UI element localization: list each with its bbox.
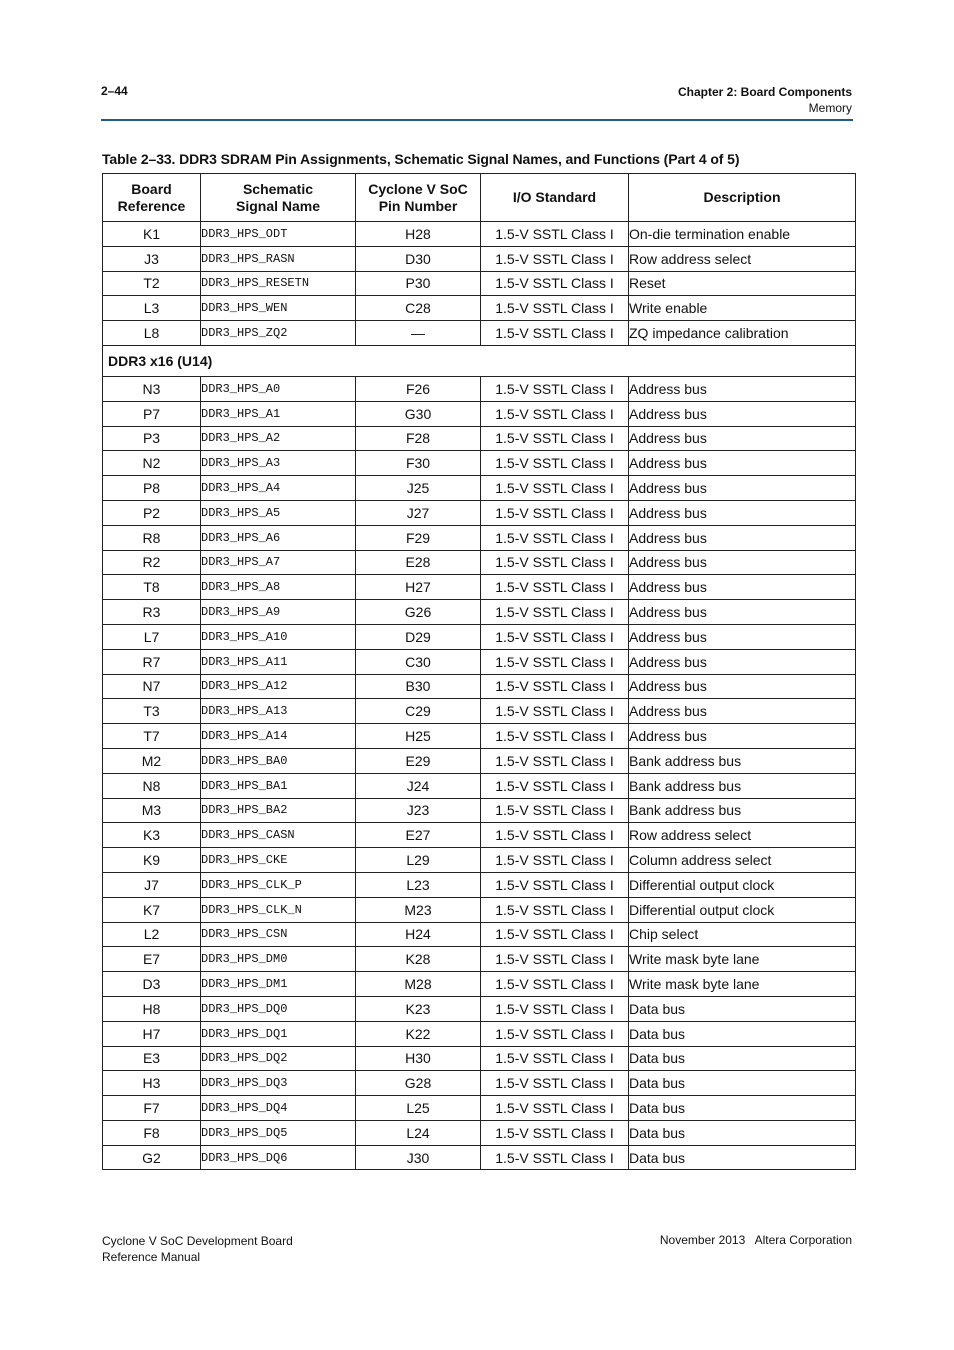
- cell-pin-number: F29: [356, 525, 481, 550]
- table-row: [103, 798, 856, 823]
- cell-io-standard: 1.5-V SSTL Class I: [481, 972, 629, 997]
- table-row: [103, 426, 856, 451]
- table-row: [103, 748, 856, 773]
- cell-io-standard: 1.5-V SSTL Class I: [481, 296, 629, 321]
- cell-signal-name: DDR3_HPS_DM0: [201, 947, 356, 972]
- cell-io-standard: 1.5-V SSTL Class I: [481, 699, 629, 724]
- cell-description: Address bus: [629, 624, 856, 649]
- column-header-line: Reference: [117, 197, 186, 214]
- footer-doc-title-line: Cyclone V SoC Development Board: [102, 1234, 293, 1248]
- cell-board-reference: T2: [103, 271, 201, 296]
- cell-board-reference: E3: [103, 1046, 201, 1071]
- cell-description: Data bus: [629, 1021, 856, 1046]
- table-row: [103, 724, 856, 749]
- table-row: [103, 1046, 856, 1071]
- header-rule: [101, 119, 853, 121]
- table-body-group: [103, 376, 856, 1170]
- cell-pin-number: G26: [356, 600, 481, 625]
- cell-io-standard: 1.5-V SSTL Class I: [481, 1071, 629, 1096]
- cell-board-reference: P3: [103, 426, 201, 451]
- column-header-signal-name: [201, 174, 356, 222]
- cell-signal-name: DDR3_HPS_BA2: [201, 798, 356, 823]
- cell-pin-number: H30: [356, 1046, 481, 1071]
- cell-board-reference: H7: [103, 1021, 201, 1046]
- cell-io-standard: 1.5-V SSTL Class I: [481, 600, 629, 625]
- cell-pin-number: J30: [356, 1145, 481, 1170]
- cell-pin-number: P30: [356, 271, 481, 296]
- cell-description: Address bus: [629, 376, 856, 401]
- cell-pin-number: L25: [356, 1096, 481, 1121]
- cell-pin-number: F30: [356, 451, 481, 476]
- cell-description: Write enable: [629, 296, 856, 321]
- cell-board-reference: N3: [103, 376, 201, 401]
- cell-signal-name: DDR3_HPS_CKE: [201, 848, 356, 873]
- footer-doc-title-line: Reference Manual: [102, 1250, 201, 1264]
- cell-description: Data bus: [629, 1071, 856, 1096]
- table-row: [103, 1021, 856, 1046]
- column-header-line: Schematic: [242, 180, 314, 197]
- cell-board-reference: P7: [103, 401, 201, 426]
- cell-board-reference: R7: [103, 649, 201, 674]
- cell-pin-number: H27: [356, 575, 481, 600]
- table-row: [103, 451, 856, 476]
- pin-assignment-table: [102, 173, 856, 1170]
- table-row: [103, 674, 856, 699]
- cell-pin-number: M23: [356, 897, 481, 922]
- group-label: DDR3 x16 (U14): [103, 345, 856, 376]
- cell-signal-name: DDR3_HPS_RESETN: [201, 271, 356, 296]
- cell-board-reference: P8: [103, 476, 201, 501]
- cell-io-standard: 1.5-V SSTL Class I: [481, 1096, 629, 1121]
- table-row: [103, 1096, 856, 1121]
- cell-description: Address bus: [629, 674, 856, 699]
- cell-io-standard: 1.5-V SSTL Class I: [481, 550, 629, 575]
- table-row: [103, 1120, 856, 1145]
- cell-io-standard: 1.5-V SSTL Class I: [481, 426, 629, 451]
- cell-description: Write mask byte lane: [629, 972, 856, 997]
- cell-signal-name: DDR3_HPS_A14: [201, 724, 356, 749]
- cell-io-standard: 1.5-V SSTL Class I: [481, 897, 629, 922]
- table-row: [103, 699, 856, 724]
- cell-pin-number: D29: [356, 624, 481, 649]
- cell-pin-number: C30: [356, 649, 481, 674]
- cell-description: Address bus: [629, 724, 856, 749]
- table-row: [103, 600, 856, 625]
- cell-board-reference: N2: [103, 451, 201, 476]
- column-header-description: Description: [629, 174, 856, 222]
- cell-signal-name: DDR3_HPS_A8: [201, 575, 356, 600]
- cell-io-standard: 1.5-V SSTL Class I: [481, 773, 629, 798]
- cell-board-reference: N8: [103, 773, 201, 798]
- cell-board-reference: F8: [103, 1120, 201, 1145]
- table-caption: Table 2–33. DDR3 SDRAM Pin Assignments, Schematic Signal Names, and Functions (Part 4 of 5): [102, 151, 740, 167]
- cell-io-standard: 1.5-V SSTL Class I: [481, 848, 629, 873]
- cell-pin-number: L29: [356, 848, 481, 873]
- cell-description: Row address select: [629, 246, 856, 271]
- cell-signal-name: DDR3_HPS_ODT: [201, 222, 356, 247]
- cell-signal-name: DDR3_HPS_A3: [201, 451, 356, 476]
- cell-pin-number: L24: [356, 1120, 481, 1145]
- column-header-pin-number: [356, 174, 481, 222]
- cell-signal-name: DDR3_HPS_DM1: [201, 972, 356, 997]
- cell-signal-name: DDR3_HPS_A4: [201, 476, 356, 501]
- cell-io-standard: 1.5-V SSTL Class I: [481, 222, 629, 247]
- cell-board-reference: M3: [103, 798, 201, 823]
- cell-description: Address bus: [629, 600, 856, 625]
- cell-description: Bank address bus: [629, 798, 856, 823]
- cell-io-standard: 1.5-V SSTL Class I: [481, 1021, 629, 1046]
- cell-io-standard: 1.5-V SSTL Class I: [481, 823, 629, 848]
- cell-pin-number: F26: [356, 376, 481, 401]
- table-row: [103, 550, 856, 575]
- cell-pin-number: J27: [356, 500, 481, 525]
- cell-description: Row address select: [629, 823, 856, 848]
- table-row: [103, 296, 856, 321]
- cell-board-reference: G2: [103, 1145, 201, 1170]
- cell-signal-name: DDR3_HPS_BA1: [201, 773, 356, 798]
- cell-board-reference: P2: [103, 500, 201, 525]
- cell-signal-name: DDR3_HPS_WEN: [201, 296, 356, 321]
- cell-pin-number: C28: [356, 296, 481, 321]
- column-header-board-reference: [103, 174, 201, 222]
- cell-description: Reset: [629, 271, 856, 296]
- table-row: [103, 525, 856, 550]
- cell-board-reference: H3: [103, 1071, 201, 1096]
- table-row: [103, 271, 856, 296]
- cell-signal-name: DDR3_HPS_A13: [201, 699, 356, 724]
- page-number: 2–44: [101, 84, 128, 98]
- table-row: [103, 222, 856, 247]
- cell-description: Chip select: [629, 922, 856, 947]
- table-row: [103, 649, 856, 674]
- cell-signal-name: DDR3_HPS_A9: [201, 600, 356, 625]
- cell-signal-name: DDR3_HPS_CASN: [201, 823, 356, 848]
- cell-description: Address bus: [629, 649, 856, 674]
- table-row: [103, 624, 856, 649]
- cell-description: Address bus: [629, 500, 856, 525]
- table-row: [103, 996, 856, 1021]
- cell-description: Address bus: [629, 476, 856, 501]
- cell-description: Address bus: [629, 451, 856, 476]
- cell-io-standard: 1.5-V SSTL Class I: [481, 624, 629, 649]
- group-header-row: [103, 345, 856, 376]
- cell-pin-number: K28: [356, 947, 481, 972]
- cell-pin-number: E28: [356, 550, 481, 575]
- cell-description: Address bus: [629, 401, 856, 426]
- column-header-line: Cyclone V SoC: [368, 180, 468, 197]
- table-row: [103, 872, 856, 897]
- cell-pin-number: K22: [356, 1021, 481, 1046]
- cell-pin-number: G30: [356, 401, 481, 426]
- cell-description: On-die termination enable: [629, 222, 856, 247]
- section-title: Memory: [808, 101, 852, 115]
- column-header-line: Signal Name: [235, 197, 321, 214]
- cell-pin-number: —: [356, 321, 481, 346]
- cell-pin-number: E29: [356, 748, 481, 773]
- cell-description: Data bus: [629, 996, 856, 1021]
- table-row: [103, 376, 856, 401]
- running-header: [678, 84, 852, 116]
- cell-signal-name: DDR3_HPS_A11: [201, 649, 356, 674]
- cell-pin-number: H24: [356, 922, 481, 947]
- cell-signal-name: DDR3_HPS_DQ5: [201, 1120, 356, 1145]
- cell-board-reference: K9: [103, 848, 201, 873]
- cell-io-standard: 1.5-V SSTL Class I: [481, 724, 629, 749]
- cell-io-standard: 1.5-V SSTL Class I: [481, 996, 629, 1021]
- cell-pin-number: F28: [356, 426, 481, 451]
- footer-doc-title: [102, 1233, 293, 1265]
- cell-signal-name: DDR3_HPS_DQ6: [201, 1145, 356, 1170]
- cell-pin-number: J24: [356, 773, 481, 798]
- cell-signal-name: DDR3_HPS_A12: [201, 674, 356, 699]
- cell-board-reference: L8: [103, 321, 201, 346]
- cell-board-reference: J7: [103, 872, 201, 897]
- cell-pin-number: C29: [356, 699, 481, 724]
- column-header-line: Board: [131, 180, 172, 197]
- cell-signal-name: DDR3_HPS_DQ0: [201, 996, 356, 1021]
- column-header-io-standard: I/O Standard: [481, 174, 629, 222]
- cell-signal-name: DDR3_HPS_CLK_P: [201, 872, 356, 897]
- cell-pin-number: K23: [356, 996, 481, 1021]
- cell-board-reference: L2: [103, 922, 201, 947]
- cell-io-standard: 1.5-V SSTL Class I: [481, 476, 629, 501]
- table-row: [103, 773, 856, 798]
- cell-signal-name: DDR3_HPS_A10: [201, 624, 356, 649]
- table-row: [103, 500, 856, 525]
- cell-signal-name: DDR3_HPS_A5: [201, 500, 356, 525]
- cell-io-standard: 1.5-V SSTL Class I: [481, 575, 629, 600]
- table-row: [103, 848, 856, 873]
- cell-io-standard: 1.5-V SSTL Class I: [481, 1120, 629, 1145]
- cell-signal-name: DDR3_HPS_CSN: [201, 922, 356, 947]
- table-row: [103, 1145, 856, 1170]
- cell-io-standard: 1.5-V SSTL Class I: [481, 451, 629, 476]
- cell-board-reference: K1: [103, 222, 201, 247]
- cell-description: Differential output clock: [629, 897, 856, 922]
- cell-signal-name: DDR3_HPS_A7: [201, 550, 356, 575]
- cell-board-reference: J3: [103, 246, 201, 271]
- table-row: [103, 1071, 856, 1096]
- table-row: [103, 246, 856, 271]
- cell-io-standard: 1.5-V SSTL Class I: [481, 748, 629, 773]
- cell-board-reference: E7: [103, 947, 201, 972]
- cell-description: Bank address bus: [629, 773, 856, 798]
- cell-io-standard: 1.5-V SSTL Class I: [481, 271, 629, 296]
- cell-pin-number: G28: [356, 1071, 481, 1096]
- table-header-row: [103, 174, 856, 222]
- cell-signal-name: DDR3_HPS_DQ4: [201, 1096, 356, 1121]
- cell-io-standard: 1.5-V SSTL Class I: [481, 401, 629, 426]
- chapter-title: Chapter 2: Board Components: [677, 85, 852, 99]
- table-row: [103, 922, 856, 947]
- cell-pin-number: J25: [356, 476, 481, 501]
- cell-signal-name: DDR3_HPS_BA0: [201, 748, 356, 773]
- cell-board-reference: T8: [103, 575, 201, 600]
- cell-io-standard: 1.5-V SSTL Class I: [481, 525, 629, 550]
- cell-description: Address bus: [629, 525, 856, 550]
- cell-pin-number: E27: [356, 823, 481, 848]
- table-row: [103, 476, 856, 501]
- cell-signal-name: DDR3_HPS_RASN: [201, 246, 356, 271]
- cell-pin-number: L23: [356, 872, 481, 897]
- cell-board-reference: N7: [103, 674, 201, 699]
- cell-pin-number: M28: [356, 972, 481, 997]
- cell-signal-name: DDR3_HPS_CLK_N: [201, 897, 356, 922]
- table-row: [103, 575, 856, 600]
- cell-board-reference: R8: [103, 525, 201, 550]
- cell-io-standard: 1.5-V SSTL Class I: [481, 922, 629, 947]
- cell-signal-name: DDR3_HPS_A1: [201, 401, 356, 426]
- cell-io-standard: 1.5-V SSTL Class I: [481, 872, 629, 897]
- cell-io-standard: 1.5-V SSTL Class I: [481, 674, 629, 699]
- column-header-line: Pin Number: [378, 197, 458, 214]
- cell-description: Address bus: [629, 426, 856, 451]
- cell-description: Data bus: [629, 1145, 856, 1170]
- table-row: [103, 401, 856, 426]
- cell-board-reference: M2: [103, 748, 201, 773]
- table-group: [103, 345, 856, 376]
- cell-description: Address bus: [629, 550, 856, 575]
- cell-io-standard: 1.5-V SSTL Class I: [481, 321, 629, 346]
- cell-io-standard: 1.5-V SSTL Class I: [481, 246, 629, 271]
- cell-description: Address bus: [629, 575, 856, 600]
- cell-signal-name: DDR3_HPS_DQ3: [201, 1071, 356, 1096]
- cell-pin-number: B30: [356, 674, 481, 699]
- table-row: [103, 823, 856, 848]
- cell-board-reference: H8: [103, 996, 201, 1021]
- cell-io-standard: 1.5-V SSTL Class I: [481, 1145, 629, 1170]
- table-row: [103, 321, 856, 346]
- footer-date-company: November 2013 Altera Corporation: [659, 1233, 852, 1247]
- cell-signal-name: DDR3_HPS_A0: [201, 376, 356, 401]
- cell-description: Data bus: [629, 1096, 856, 1121]
- cell-description: Data bus: [629, 1046, 856, 1071]
- table-row: [103, 897, 856, 922]
- cell-description: Data bus: [629, 1120, 856, 1145]
- cell-description: ZQ impedance calibration: [629, 321, 856, 346]
- cell-signal-name: DDR3_HPS_A6: [201, 525, 356, 550]
- cell-board-reference: F7: [103, 1096, 201, 1121]
- cell-board-reference: T3: [103, 699, 201, 724]
- cell-description: Differential output clock: [629, 872, 856, 897]
- cell-board-reference: D3: [103, 972, 201, 997]
- cell-pin-number: H25: [356, 724, 481, 749]
- cell-pin-number: D30: [356, 246, 481, 271]
- table-body-top: [103, 222, 856, 346]
- cell-board-reference: R2: [103, 550, 201, 575]
- cell-signal-name: DDR3_HPS_ZQ2: [201, 321, 356, 346]
- cell-description: Column address select: [629, 848, 856, 873]
- cell-board-reference: R3: [103, 600, 201, 625]
- cell-board-reference: T7: [103, 724, 201, 749]
- cell-board-reference: K7: [103, 897, 201, 922]
- table-row: [103, 947, 856, 972]
- cell-io-standard: 1.5-V SSTL Class I: [481, 500, 629, 525]
- cell-io-standard: 1.5-V SSTL Class I: [481, 376, 629, 401]
- cell-pin-number: J23: [356, 798, 481, 823]
- cell-signal-name: DDR3_HPS_A2: [201, 426, 356, 451]
- cell-description: Bank address bus: [629, 748, 856, 773]
- table-row: [103, 972, 856, 997]
- cell-board-reference: L3: [103, 296, 201, 321]
- cell-io-standard: 1.5-V SSTL Class I: [481, 1046, 629, 1071]
- cell-io-standard: 1.5-V SSTL Class I: [481, 798, 629, 823]
- cell-io-standard: 1.5-V SSTL Class I: [481, 649, 629, 674]
- cell-description: Write mask byte lane: [629, 947, 856, 972]
- cell-description: Address bus: [629, 699, 856, 724]
- cell-pin-number: H28: [356, 222, 481, 247]
- cell-signal-name: DDR3_HPS_DQ2: [201, 1046, 356, 1071]
- cell-signal-name: DDR3_HPS_DQ1: [201, 1021, 356, 1046]
- cell-io-standard: 1.5-V SSTL Class I: [481, 947, 629, 972]
- cell-board-reference: L7: [103, 624, 201, 649]
- cell-board-reference: K3: [103, 823, 201, 848]
